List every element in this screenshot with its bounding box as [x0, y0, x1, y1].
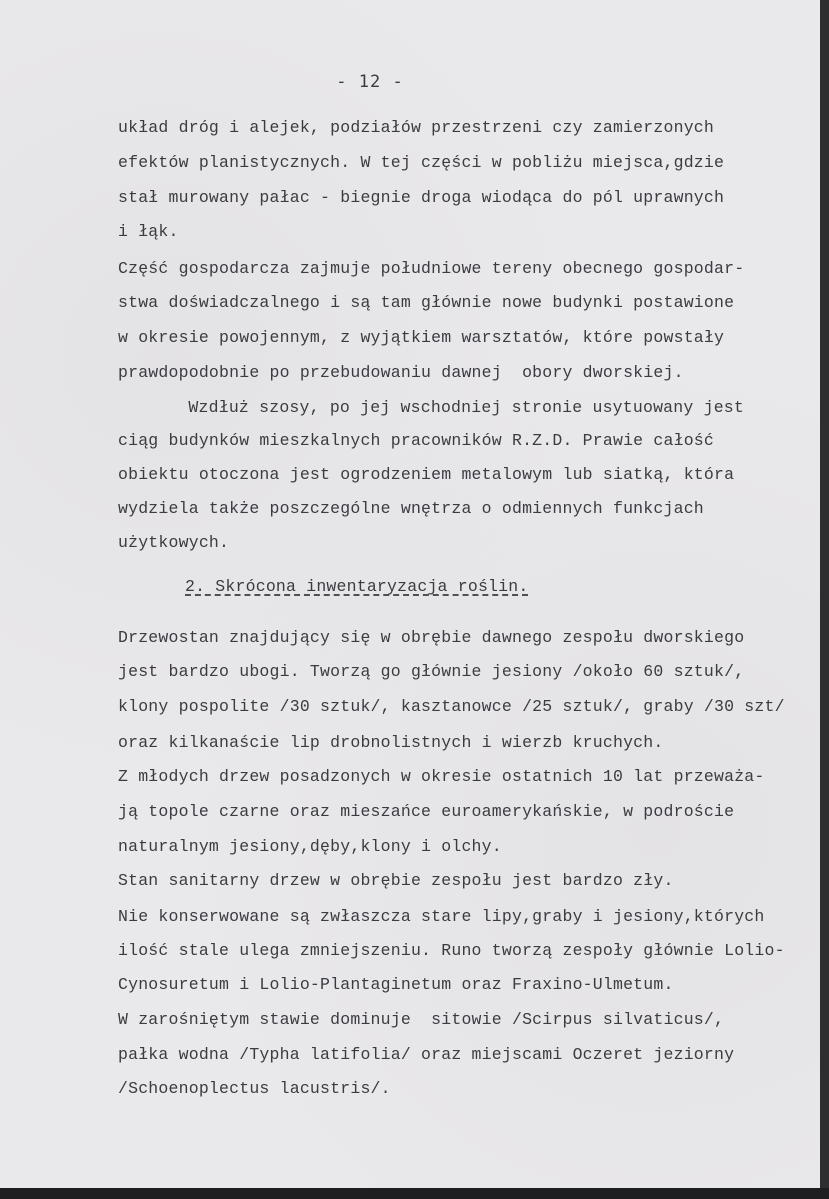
text-line: Stan sanitarny drzew w obrębie zespołu jest bardzo zły. — [118, 871, 674, 890]
scan-border-bottom — [0, 1188, 829, 1199]
section-heading: 2. Skrócona inwentaryzacja roślin. — [185, 577, 529, 596]
scan-border-right — [820, 0, 829, 1199]
text-line: w okresie powojennym, z wyjątkiem warsztatów, które powstały — [118, 328, 725, 347]
text-line: obiektu otoczona jest ogrodzeniem metalowym lub siatką, która — [118, 465, 735, 484]
text-line: /Schoenoplectus lacustris/. — [118, 1079, 391, 1098]
text-line: ciąg budynków mieszkalnych pracowników R.Z.D. Prawie całość — [118, 431, 714, 450]
text-line: W zarośniętym stawie dominuje sitowie /Scirpus silvaticus/, — [118, 1010, 725, 1029]
text-line: Z młodych drzew posadzonych w okresie ostatnich 10 lat przeważa- — [118, 767, 765, 786]
text-line: ją topole czarne oraz mieszańce euroamerykańskie, w podroście — [118, 802, 735, 821]
page-number: - 12 - — [336, 72, 404, 92]
text-line: oraz kilkanaście lip drobnolistnych i wierzb kruchych. — [118, 733, 664, 752]
text-line: Drzewostan znajdujący się w obrębie dawnego zespołu dworskiego — [118, 628, 745, 647]
text-line: Część gospodarcza zajmuje południowe tereny obecnego gospodar- — [118, 259, 745, 278]
text-line: jest bardzo ubogi. Tworzą go głównie jesiony /około 60 sztuk/, — [118, 662, 745, 681]
text-line: klony pospolite /30 sztuk/, kasztanowce /25 sztuk/, graby /30 szt/ — [118, 697, 785, 716]
text-line: użytkowych. — [118, 533, 230, 552]
text-line: ilość stale ulega zmniejszeniu. Runo tworzą zespoły głównie Lolio- — [118, 941, 785, 960]
text-line: układ dróg i alejek, podziałów przestrzeni czy zamierzonych — [118, 118, 714, 137]
text-line: stwa doświadczalnego i są tam głównie nowe budynki postawione — [118, 293, 735, 312]
text-line: pałka wodna /Typha latifolia/ oraz miejscami Oczeret jeziorny — [118, 1045, 735, 1064]
text-line: prawdopodobnie po przebudowaniu dawnej obory dworskiej. — [118, 363, 684, 382]
text-line: naturalnym jesiony,dęby,klony i olchy. — [118, 837, 502, 856]
text-line: i łąk. — [118, 222, 179, 241]
text-line: wydziela także poszczególne wnętrza o odmiennych funkcjach — [118, 499, 704, 518]
text-line: stał murowany pałac - biegnie droga wiodąca do pól uprawnych — [118, 188, 725, 207]
text-line: efektów planistycznych. W tej części w pobliżu miejsca,gdzie — [118, 153, 725, 172]
text-line: Cynosuretum i Lolio-Plantaginetum oraz Fraxino-Ulmetum. — [118, 975, 674, 994]
text-line: Wzdłuż szosy, po jej wschodniej stronie usytuowany jest — [148, 398, 744, 417]
text-line: Nie konserwowane są zwłaszcza stare lipy,graby i jesiony,których — [118, 907, 765, 926]
